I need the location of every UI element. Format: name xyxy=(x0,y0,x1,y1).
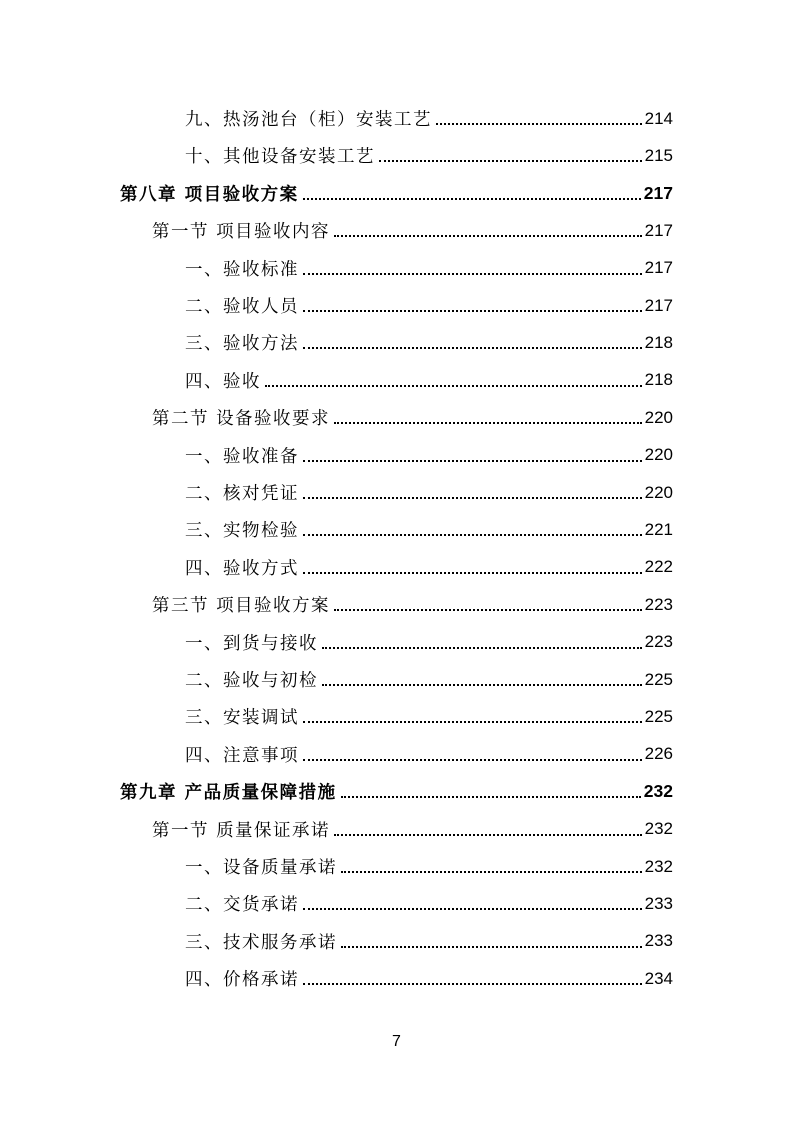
toc-entry-page: 233 xyxy=(644,893,673,913)
toc-entry-title: 九、热汤池台（柜）安装工艺 xyxy=(185,110,432,130)
toc-entry-title: 一、设备质量承诺 xyxy=(185,858,337,878)
toc-entry-title: 第八章 项目验收方案 xyxy=(120,184,299,205)
toc-entry-title: 第一节 项目验收内容 xyxy=(152,222,331,243)
toc-dot-leader xyxy=(303,346,642,349)
toc-dot-leader xyxy=(341,795,641,798)
toc-dot-leader xyxy=(265,384,642,387)
toc-entry-title: 一、验收准备 xyxy=(185,446,299,467)
toc-entry-page: 215 xyxy=(644,145,673,165)
toc-item-entry[interactable] xyxy=(185,549,673,586)
toc-dot-leader xyxy=(303,272,642,275)
page-number: 7 xyxy=(392,1033,401,1050)
toc-entry-page: 223 xyxy=(644,632,673,652)
toc-entry-title: 二、核对凭证 xyxy=(185,484,299,504)
toc-dot-leader xyxy=(334,421,642,424)
toc-entry-title: 三、验收方法 xyxy=(185,334,299,355)
toc-entry-page: 220 xyxy=(644,407,673,427)
toc-entry-title: 三、技术服务承诺 xyxy=(185,932,337,953)
toc-item-entry[interactable] xyxy=(185,698,673,735)
toc-dot-leader xyxy=(322,646,642,649)
toc-item-entry[interactable] xyxy=(185,960,673,997)
toc-section-entry[interactable] xyxy=(152,811,673,848)
toc-entry-page: 220 xyxy=(644,482,673,502)
toc-entry-title: 三、实物检验 xyxy=(185,521,299,542)
toc-dot-leader xyxy=(303,459,642,462)
toc-entry-page: 217 xyxy=(644,258,673,278)
toc-entry-page: 217 xyxy=(644,220,673,240)
toc-item-entry[interactable] xyxy=(185,661,673,698)
toc-entry-page: 225 xyxy=(644,706,673,726)
toc-entry-title: 第九章 产品质量保障措施 xyxy=(120,783,337,804)
toc-item-entry[interactable] xyxy=(185,885,673,922)
toc-entry-title: 一、验收标准 xyxy=(185,259,299,280)
toc-dot-leader xyxy=(303,496,642,499)
toc-entry-page: 214 xyxy=(644,108,673,128)
toc-entry-title: 第三节 项目验收方案 xyxy=(152,596,331,617)
toc-dot-leader xyxy=(322,683,642,686)
toc-entry-page: 233 xyxy=(644,931,673,951)
toc-entry-page: 217 xyxy=(644,295,673,315)
toc-chapter-entry[interactable] xyxy=(120,773,673,810)
toc-dot-leader xyxy=(334,608,642,611)
toc-item-entry[interactable] xyxy=(185,474,673,511)
toc-entry-page: 217 xyxy=(643,182,673,203)
toc-entry-title: 四、验收 xyxy=(185,371,261,392)
toc-entry-title: 四、验收方式 xyxy=(185,558,299,579)
toc-dot-leader xyxy=(303,197,641,200)
toc-dot-leader xyxy=(379,159,642,162)
toc-entry-page: 223 xyxy=(644,594,673,614)
toc-item-entry[interactable] xyxy=(185,250,673,287)
toc-chapter-entry[interactable] xyxy=(120,175,673,212)
toc-entry-page: 226 xyxy=(644,744,673,764)
toc-entry-page: 234 xyxy=(644,968,673,988)
toc-entry-title: 第二节 设备验收要求 xyxy=(152,409,331,430)
toc-dot-leader xyxy=(303,309,642,312)
toc-entry-page: 220 xyxy=(644,445,673,465)
toc-entry-page: 218 xyxy=(644,370,673,390)
toc-entry-page: 218 xyxy=(644,332,673,352)
toc-entry-title: 二、交货承诺 xyxy=(185,895,299,916)
toc-entry-title: 二、验收人员 xyxy=(185,297,299,317)
toc-item-entry[interactable] xyxy=(185,437,673,474)
toc-entry-title: 三、安装调试 xyxy=(185,708,299,729)
toc-entry-title: 第一节 质量保证承诺 xyxy=(152,820,331,841)
toc-item-entry[interactable] xyxy=(185,848,673,885)
toc-entry-page: 232 xyxy=(643,781,673,802)
toc-dot-leader xyxy=(341,945,642,948)
toc-dot-leader xyxy=(303,907,642,910)
toc-entry-title: 四、注意事项 xyxy=(185,745,299,766)
toc-item-entry[interactable] xyxy=(185,362,673,399)
toc-dot-leader xyxy=(334,833,642,836)
toc-item-entry[interactable] xyxy=(185,287,673,324)
toc-entry-page: 232 xyxy=(644,856,673,876)
toc-entry-title: 四、价格承诺 xyxy=(185,970,299,991)
toc-item-entry[interactable] xyxy=(185,511,673,548)
toc-dot-leader xyxy=(303,758,642,761)
toc-item-entry[interactable] xyxy=(185,324,673,361)
toc-dot-leader xyxy=(303,982,642,985)
toc-entry-page: 222 xyxy=(644,557,673,577)
toc-item-entry[interactable] xyxy=(185,100,673,137)
toc-dot-leader xyxy=(303,571,642,574)
toc-entry-title: 二、验收与初检 xyxy=(185,671,318,691)
toc-item-entry[interactable] xyxy=(185,736,673,773)
toc-dot-leader xyxy=(436,122,642,125)
toc-item-entry[interactable] xyxy=(185,137,673,174)
toc-dot-leader xyxy=(303,720,642,723)
toc-entry-page: 232 xyxy=(644,819,673,839)
toc-dot-leader xyxy=(334,234,642,237)
toc-section-entry[interactable] xyxy=(152,399,673,436)
toc-entry-title: 十、其他设备安装工艺 xyxy=(185,147,375,168)
toc-entry-page: 225 xyxy=(644,669,673,689)
toc-entry-page: 221 xyxy=(644,519,673,539)
toc-entry-title: 一、到货与接收 xyxy=(185,633,318,654)
toc-item-entry[interactable] xyxy=(185,624,673,661)
toc-section-entry[interactable] xyxy=(152,212,673,249)
toc-section-entry[interactable] xyxy=(152,586,673,623)
toc-dot-leader xyxy=(341,870,642,873)
toc-dot-leader xyxy=(303,533,642,536)
toc-item-entry[interactable] xyxy=(185,923,673,960)
